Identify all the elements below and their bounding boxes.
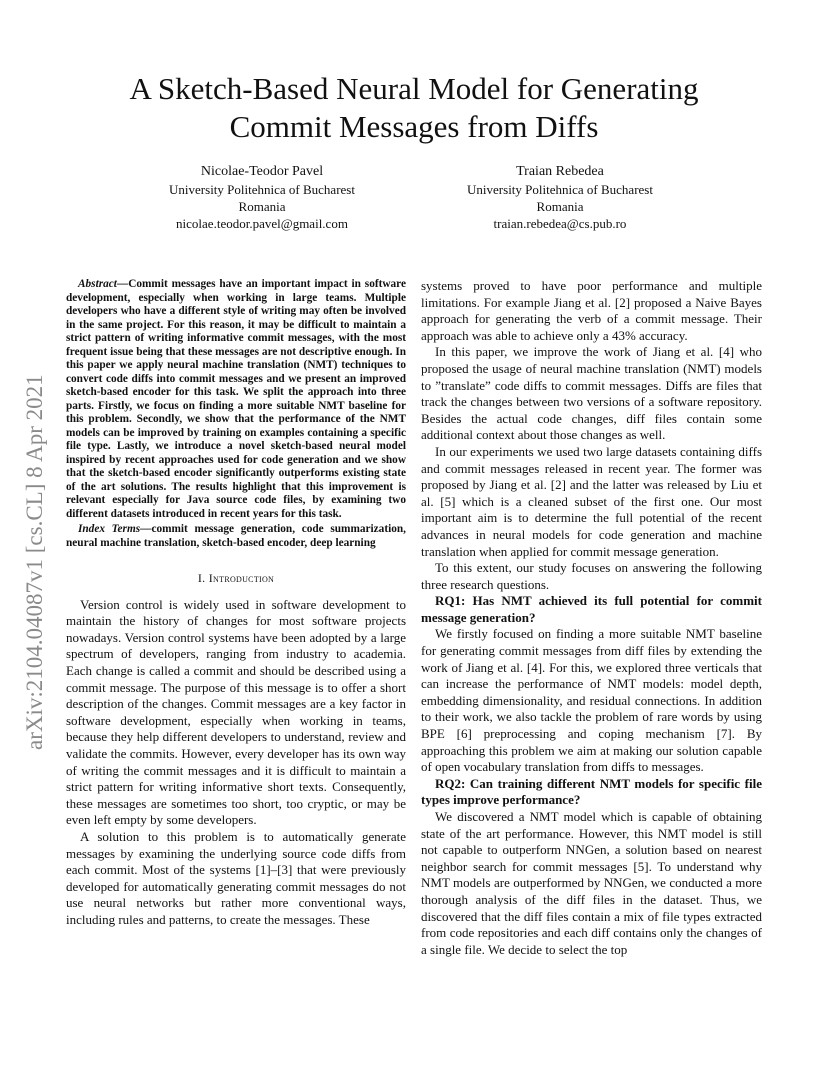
body-paragraph: We firstly focused on finding a more suitable NMT baseline for generating commit messages from diff files by extending the work of Jiang et al. [4]. For this, we explored three verticals that can increase the performance of NMT models: model depth, embedding dimensionality, and residual connections. In addition to their work, we also tackle the problem of rare words by using BPE [6] preprocessing and coping mechanism [7]. By approaching this problem we aim at making our solution capable of open vocabulary translation from diffs to messages. (421, 626, 762, 775)
abstract (66, 278, 406, 521)
body-paragraph: In our experiments we used two large datasets containing diffs and commit messages released in recent year. The former was proposed by Jiang et al. [2] and the latter was released by Liu et al. [5] which is a cleaned subset of the first one. Our most important aim is to determine the full potential of the recent advances in neural models for code generation and machine translation when applied for commit message generation. (421, 443, 762, 559)
body-paragraph: We discovered a NMT model which is capable of obtaining state of the art performance. However, this NMT model is still not capable to outperform NNGen, a solution based on nearest neighbor search for commit messages [5]. To understand why NMT models are outperformed by NNGen, we conducted a more thorough analysis of the diff files in the dataset. Thus, we discovered that the diff files contain a mix of file types extracted from code repositories and each diff contains only the changes of a single file. We decide to select the top (421, 809, 762, 957)
author-affiliation: University Politehnica of Bucharest (467, 182, 653, 197)
author-email: nicolae.teodor.pavel@gmail.com (176, 216, 348, 231)
author-country: Romania (536, 199, 584, 214)
body-paragraph: A solution to this problem is to automatically generate messages by examining the underlying source code diffs from each commit. Most of the systems [1]–[3] that were previously developed for automatically generating commit messages do not use neural networks but rather more conventional ways, including rules and patterns, to create the messages. These (66, 828, 406, 927)
body-paragraph: Version control is widely used in software development to maintain the history of changes for most software projects nowadays. Version control systems have been adopted by a large spectrum of developers, ranging from industry to academia. Each change is called a commit and should be described using a commit message. The purpose of this message is to offer a short description of the changes. Commit messages are a key factor in software development, especially when working in teams, because they help different developers to understand, review and validate the commits. However, every developer has its own way of writing the commit messages and it is difficult to maintain a strict pattern for writing informative short texts. Consequently, these messages are sometimes too short, too cryptic, or may be even left empty by some developers. (66, 596, 406, 828)
body-paragraph-continued: systems proved to have poor performance and multiple limitations. For example Jiang et al. [2] proposed a Naive Bayes approach for generating the verb of a commit message. Their approach was able to achieve only a 43% accuracy. (421, 278, 762, 343)
abstract-lead: Abstract (78, 278, 117, 290)
author-block-2 (410, 163, 710, 232)
index-terms (66, 523, 406, 550)
arxiv-identifier-text: arXiv:2104.04087v1 [cs.CL] 8 Apr 2021 (22, 374, 47, 750)
left-column (66, 278, 406, 928)
index-terms-text: —commit message generation, code summarization, neural machine translation, sketch-based encoder, deep learning (66, 523, 406, 549)
author-country: Romania (238, 199, 286, 214)
right-column (421, 278, 762, 958)
author-name: Traian Rebedea (516, 164, 604, 179)
research-question-2: RQ2: Can training different NMT models for specific file types improve performance? (421, 775, 762, 808)
author-affiliation: University Politehnica of Bucharest (169, 182, 355, 197)
paper-title (0, 70, 828, 146)
paper-title-line-1: A Sketch-Based Neural Model for Generating (129, 71, 699, 106)
research-question-1: RQ1: Has NMT achieved its full potential for commit message generation? (421, 593, 762, 625)
arxiv-identifier-stamp (18, 280, 50, 750)
body-paragraph: To this extent, our study focuses on answering the following three research questions. (421, 560, 762, 592)
author-email: traian.rebedea@cs.pub.ro (493, 216, 627, 231)
abstract-text: —Commit messages have an important impact in software development, especially when working in large teams. Multiple developers who have a different style of writing may often be involved in the same project. For this reason, it may be difficult to maintain a strict pattern of writing informative commit messages, with the most frequent issue being that these messages are not descriptive enough. In this paper we apply neural machine translation (NMT) techniques to convert code diffs into commit messages and we present an improved sketch-based encoder for this task. We split the approach into three parts. Firstly, we focus on finding a more suitable NMT baseline for this problem. Secondly, we show that the performance of the NMT models can be improved by training on examples containing a specific file type. Lastly, we introduce a novel sketch-based neural model inspired by recent approaches used for code generation and we show that the sketch-based encoder significantly outperforms existing state of the art solutions. The results highlight that this improvement is relevant especially for Java source code files, by examining two different datasets introduced in recent years for this task. (66, 278, 406, 520)
author-block-1 (112, 163, 412, 232)
author-name: Nicolae-Teodor Pavel (200, 164, 324, 179)
paper-title-line-2: Commit Messages from Diffs (229, 109, 599, 144)
body-paragraph: In this paper, we improve the work of Jiang et al. [4] who proposed the usage of neural machine translation (NMT) models to ”translate” code diffs to commit messages. Diffs are files that track the changes between two versions of a software repository. Besides the actual code changes, diff files contain some additional context about those changes as well. (421, 344, 762, 443)
index-terms-lead: Index Terms (78, 523, 141, 535)
section-heading-introduction: I. Introduction (197, 571, 275, 585)
